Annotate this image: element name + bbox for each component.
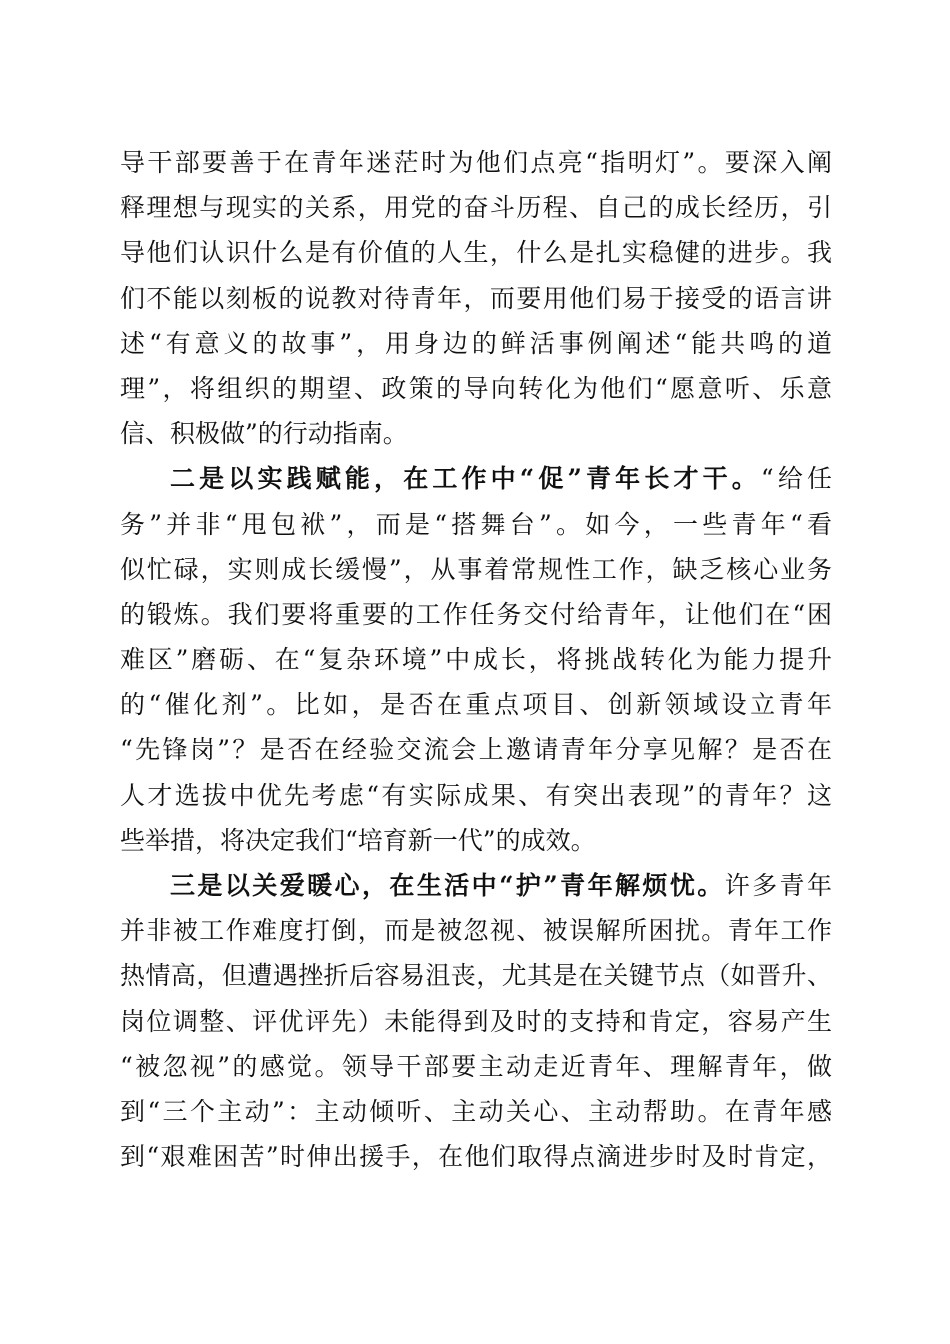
paragraph-line: 释理想与现实的关系，用党的奋斗历程、自己的成长经历，引	[120, 193, 832, 223]
paragraph-line: 些举措，将决定我们“培育新一代”的成效。	[120, 825, 596, 855]
paragraph-3	[120, 863, 832, 1179]
paragraph-first-line	[120, 456, 832, 501]
document-body	[120, 140, 832, 1179]
paragraph-line: 们不能以刻板的说教对待青年，而要用他们易于接受的语言讲	[120, 283, 832, 313]
paragraph-line: 岗位调整、评优评先）未能得到及时的支持和肯定，容易产生	[120, 1006, 832, 1036]
paragraph-line: “先锋岗”？是否在经验交流会上邀请青年分享见解？是否在	[120, 735, 832, 765]
paragraph-line: 人才选拔中优先考虑“有实际成果、有突出表现”的青年？这	[120, 780, 832, 810]
paragraph-line: 导干部要善于在青年迷茫时为他们点亮“指明灯”。要深入阐	[120, 148, 832, 177]
paragraph-heading: 三是以关爱暖心，在生活中“护”青年解烦忧。	[170, 871, 725, 900]
paragraph-line: 到“艰难困苦”时伸出援手，在他们取得点滴进步时及时肯定，	[120, 1142, 832, 1172]
paragraph-line: 述“有意义的故事”，用身边的鲜活事例阐述“能共鸣的道	[120, 328, 832, 358]
paragraph-line: 理”，将组织的期望、政策的导向转化为他们“愿意听、乐意	[120, 373, 832, 403]
paragraph-line: 的“催化剂”。比如，是否在重点项目、创新领域设立青年	[120, 690, 832, 720]
paragraph-heading: 二是以实践赋能，在工作中“促”青年长才干。	[170, 464, 761, 494]
paragraph-line: 到“三个主动”：主动倾听、主动关心、主动帮助。在青年感	[120, 1096, 832, 1126]
paragraph-line: 务”并非“甩包袱”，而是“搭舞台”。如今，一些青年“看	[120, 509, 832, 539]
paragraph-line: 导他们认识什么是有价值的人生，什么是扎实稳健的进步。我	[120, 238, 832, 268]
paragraph-2	[120, 456, 832, 863]
paragraph-line: 似忙碌，实则成长缓慢”，从事着常规性工作，缺乏核心业务	[120, 554, 832, 584]
paragraph-line: 热情高，但遭遇挫折后容易沮丧，尤其是在关键节点（如晋升、	[120, 961, 832, 991]
paragraph-line: 并非被工作难度打倒，而是被忽视、被误解所困扰。青年工作	[120, 916, 832, 946]
paragraph-line: 信、积极做”的行动指南。	[120, 419, 408, 449]
paragraph-text: “给任	[760, 464, 833, 494]
paragraph-text: 许多青年	[724, 871, 832, 900]
paragraph-first-line	[120, 863, 832, 908]
paragraph-line: “被忽视”的感觉。领导干部要主动走近青年、理解青年，做	[120, 1051, 832, 1081]
paragraph-line: 难区”磨砺、在“复杂环境”中成长，将挑战转化为能力提升	[120, 645, 832, 675]
paragraph-line: 的锻炼。我们要将重要的工作任务交付给青年，让他们在“困	[120, 599, 832, 629]
paragraph-1	[120, 140, 832, 456]
